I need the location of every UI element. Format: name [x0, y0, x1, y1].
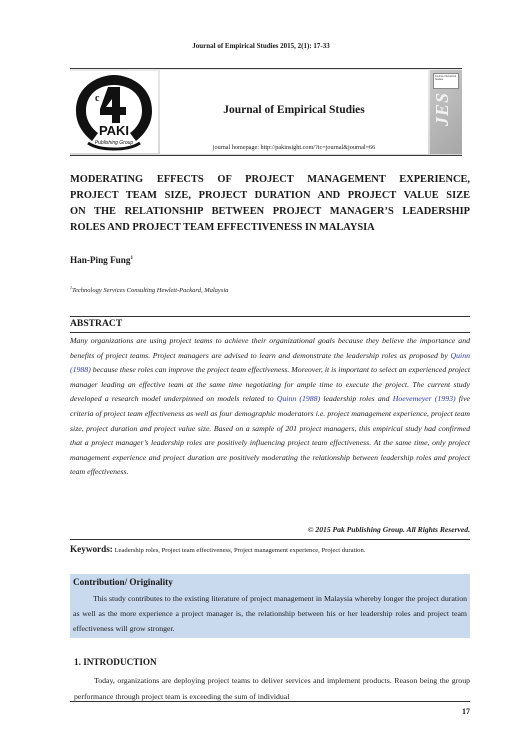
author-affiliation: [70, 285, 228, 294]
keywords-label: Keywords:: [70, 544, 113, 554]
abstract-text: five criteria of project team effectiveness as well as four demographic moderators i.e. project management experience, project team size, project duration and project value size. Based on a sample of 201 project managers, this empirical study had confirmed that a project manager’s leadership roles are positively influencing project team effectiveness. At the same time, only project management experience and project duration are positively moderating the relationship between leadership roles and project team effectiveness.: [70, 394, 471, 477]
reference-link-quinn[interactable]: Quinn (1988): [276, 394, 321, 404]
journal-reference: Journal of Empirical Studies 2015, 2(1): 17-33: [192, 42, 330, 50]
author-name: [70, 255, 133, 265]
footer-rule: [70, 701, 470, 702]
article-title: [70, 172, 470, 236]
abstract-body: [70, 334, 470, 480]
abstract-heading-rule: [70, 332, 470, 333]
publisher-logo: [70, 71, 158, 153]
author-sup: 1: [130, 255, 133, 261]
reference-link-quinn[interactable]: Quinn (1988): [70, 350, 470, 375]
logo-subtext: Publishing Group: [94, 140, 134, 146]
journal-header-center: [160, 70, 428, 154]
page-number: 17: [462, 707, 470, 716]
journal-title: Journal of Empirical Studies: [223, 104, 365, 116]
title-line: ON THE RELATIONSHIP BETWEEN PROJECT MANAGER’S LEADERSHIP: [70, 206, 470, 217]
contribution-heading: Contribution/ Originality: [73, 577, 173, 587]
abstract-text: Many organizations are using project teams to achieve their organizational goals because they believe the importance and benefits of project teams. Project managers are advised to learn and demonstrate the leadership roles as proposed by: [70, 336, 470, 360]
introduction-heading: 1. INTRODUCTION: [74, 657, 157, 667]
copyright-notice: © 2015 Pak Publishing Group. All Rights Reserved.: [307, 525, 470, 534]
abstract-text: leadership roles and: [320, 394, 393, 404]
contribution-text: This study contributes to the existing literature of project management in Malaysia whereby longer the project duration as well as the more experience a project manager is, the relationship between his or her leadership roles and project team effectiveness will grow stronger.: [73, 594, 467, 634]
journal-cover-thumbnail: [430, 70, 462, 154]
affiliation-sup: 1: [70, 285, 72, 290]
journal-homepage[interactable]: journal homepage: http://pakinsight.com/?ic=journal&journal=66: [212, 144, 376, 151]
cover-letters: JES: [432, 91, 452, 126]
keywords-text: Leadership roles, Project team effectiveness, Project management experience, Project duration.: [112, 547, 366, 554]
keywords: [70, 544, 470, 554]
abstract-top-rule: [70, 316, 470, 317]
title-line: MODERATING EFFECTS OF PROJECT MANAGEMENT EXPERIENCE,: [70, 174, 470, 185]
abstract-bottom-rule: [70, 539, 470, 540]
svg-text:c: c: [95, 93, 100, 104]
abstract-heading: ABSTRACT: [70, 318, 123, 329]
author-name-text: Han-Ping Fung: [70, 255, 131, 265]
introduction-text: Today, organizations are deploying project teams to deliver services and implement products. Reason being the group performance through project team is exceeding the sum of individual: [74, 676, 470, 701]
reference-link-hoevemeyer[interactable]: Hoevemeyer (1993): [392, 394, 456, 404]
cover-mini-label: Journal of Empirical Studies: [433, 73, 459, 89]
abstract-text: because these roles can improve the project team effectiveness. Moreover, it is important to select an experienced project manager leading an effective team at the same time negotiating for ample time to execute the project. The current study developed a research model underpinned on models related to: [70, 365, 470, 404]
contribution-box: [70, 574, 470, 638]
affiliation-text: Technology Services Consulting Hewlett-Packard, Malaysia: [72, 287, 229, 295]
title-line: PROJECT TEAM SIZE, PROJECT DURATION AND PROJECT VALUE SIZE: [70, 190, 470, 201]
title-line: ROLES AND PROJECT TEAM EFFECTIVENESS IN MALAYSIA: [70, 222, 375, 233]
logo-text: PAKI: [98, 123, 130, 138]
